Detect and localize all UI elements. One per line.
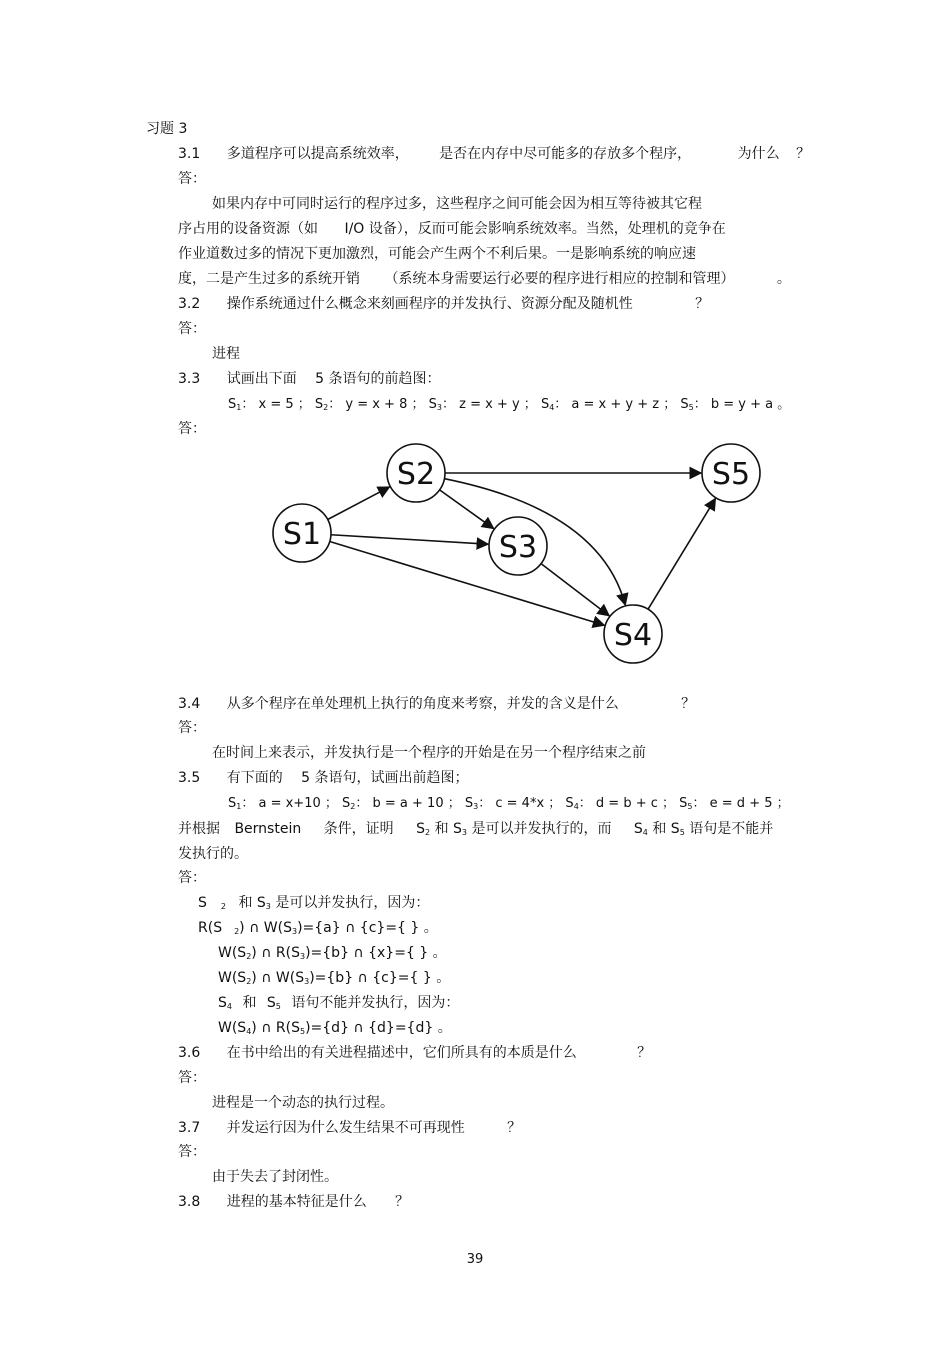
answer-label: 答： [178,1144,206,1160]
text: ) ∩ W(S [239,920,292,936]
node-s1 [273,504,331,562]
text: 条件，证明 [323,821,394,837]
text: )={b} ∩ {c}={ } 。 [309,970,451,986]
text: )={d} ∩ {d}={d} 。 [305,1020,452,1036]
node-s2 [387,444,445,502]
answer-text: （系统本身需要运行必要的程序进行相应的控制和管理） [384,271,735,287]
answer-text: I/O 设备），反而可能会影响系统效率。当然，处理机的竞争在 [344,221,726,237]
question-text: 从多个程序在单处理机上执行的角度来考察，并发的含义是什么 [226,696,619,712]
statement: $S_1$： a = x+10 ； [228,796,338,811]
question-mark: ？ [695,296,710,312]
statement: $S_2$： b = a + 10 ； [342,796,461,811]
edge-s1-s2 [328,487,390,520]
text: 和 [242,995,257,1011]
question-mark: ？ [395,1194,410,1210]
node-label: S1 [282,517,322,552]
answer-label: 答： [178,321,206,337]
node-label: S3 [498,530,538,565]
answer-text: 进程 [212,346,240,362]
statement: $S_4$： a = x + y + z ； [540,397,677,412]
node-s4 [604,605,662,663]
question-number: 3.1 [178,146,201,162]
answer-line: R(S $_2$) ∩ $W(S_3)=\{a\}$ ∩ {c}={ } 。 [198,920,438,936]
question-3-7 [178,1119,521,1137]
edge-s4-s5 [648,499,715,610]
question-mark: ？ [796,146,811,162]
statement: $S_2$： y = x + 8 ； [314,397,425,412]
question-text-cont: 发执行的。 [178,846,248,862]
statement: $S_5$： b = y + a 。 [680,397,791,412]
answer-line: $W(S_4)$ ∩ $R(S_5)=\{d\}$ ∩ {d}={d} 。 [218,1020,452,1036]
question-mark: ？ [507,1120,522,1136]
node-s3 [489,517,547,575]
question-3-5 [178,769,469,787]
answer-label: 答： [178,421,206,437]
question-mark: ？ [681,696,696,712]
statement: $S_3$： c = 4*x ； [464,796,562,811]
answer-text: 由于失去了封闭性。 [212,1169,338,1185]
question-text-cont: 并根据 Bernstein 条件，证明 $S_2$ 和 $S_3$ 是可以并发执行的，而 $S_4$ 和 $S_5$ 语句是不能并 [178,821,774,837]
answer-label: 答： [178,1070,206,1086]
edge-s3-s4 [541,564,609,616]
answer-line: 作业道数过多的情况下更加激烈，可能会产生两个不利后果。一是影响系统的响应速 [178,246,696,262]
question-3-8 [178,1193,409,1211]
answer-text: 度，二是产生过多的系统开销 [178,271,360,287]
text: ) ∩ R(S [251,945,300,961]
text: 语句是不能并 [689,821,774,837]
text: )={a} ∩ {c}={ } 。 [297,920,438,936]
page-number: 39 [466,1252,484,1267]
edge-s1-s4 [330,541,605,625]
answer-line: 如果内存中可同时运行的程序过多，这些程序之间可能会因为相互等待被其它程 [212,196,702,212]
question-text: 多道程序可以提高系统效率， [226,146,409,162]
text: W(S [218,970,247,986]
question-3-6 [178,1044,651,1062]
answer-label: 答： [178,720,206,736]
text: 并根据 [178,821,220,837]
text: 和 [652,821,667,837]
question-text: 进程的基本特征是什么 [226,1194,367,1210]
question-number: 3.6 [178,1045,201,1061]
text: 语句不能并发执行，因为： [291,995,460,1011]
question-number: 3.5 [178,770,201,786]
node-label: S5 [711,457,751,492]
edge-s2-s3 [440,490,494,529]
question-number: 3.2 [178,296,201,312]
question-number: 3.8 [178,1194,201,1210]
answer-text: 。 [776,271,791,287]
node-label: S2 [396,457,436,492]
answer-label: 答： [178,171,206,187]
node-label: S4 [613,618,653,653]
statement: $S_4$： d = b + c ； [565,796,676,811]
text: 是可以并发执行的，而 [471,821,612,837]
answer-text: 进程是一个动态的执行过程。 [212,1095,394,1111]
text: 和 [434,821,449,837]
text: 和 S [238,895,266,911]
question-text: 5 条语句，试画出前趋图； [301,770,469,786]
edge-s1-s3 [331,535,488,544]
text: ) ∩ W(S [251,970,305,986]
question-text: 是否在内存中尽可能多的存放多个程序， [439,146,692,162]
statement: $S_1$： x = 5 ； [228,397,311,412]
text: R(S [198,920,223,936]
statement: $S_3$： z = x + y ； [428,397,537,412]
answer-line: $W(S_2)$ ∩ $W(S_3)=\{b\}$ ∩ {c}={ } 。 [218,970,451,986]
question-text: 5 条语句的前趋图： [315,371,441,387]
answer-text: 在时间上来表示，并发执行是一个程序的开始是在另一个程序结束之前 [212,745,646,761]
question-number: 3.3 [178,371,201,387]
question-mark: ？ [637,1045,652,1061]
text: ) ∩ R(S [251,1020,300,1036]
statement: $S_5$： e = d + 5 ； [679,796,790,811]
answer-text: 序占用的设备资源（如 [178,221,318,237]
text: )={b} ∩ {x}={ } 。 [305,945,447,961]
text: W(S [218,945,247,961]
chapter-title: 习题 3 [146,121,188,137]
question-text: 操作系统通过什么概念来刻画程序的并发执行、资源分配及随机性 [226,296,633,312]
question-number: 3.7 [178,1120,201,1136]
text: 是可以并发执行，因为： [275,895,430,911]
answer-line: $W(S_2)$ ∩ $R(S_3)=\{b\}$ ∩ {x}={ } 。 [218,945,447,961]
answer-label: 答： [178,870,206,886]
node-s5 [702,444,760,502]
answer-line: S $_2$ 和 $S_3$ 是可以并发执行，因为： [198,895,430,911]
question-text: 试画出下面 [226,371,297,387]
answer-line: $S_4$ 和 $S_5$ 语句不能并发执行，因为： [218,995,460,1011]
question-3-4 [178,695,695,713]
statement-list [228,795,790,816]
question-text: 有下面的 [226,770,283,786]
text: Bernstein [234,821,302,837]
question-text: 为什么 [737,146,780,162]
question-text: 并发运行因为什么发生结果不可再现性 [226,1120,465,1136]
text: W(S [218,1020,247,1036]
question-number: 3.4 [178,696,201,712]
question-text: 在书中给出的有关进程描述中，它们所具有的本质是什么 [226,1045,577,1061]
